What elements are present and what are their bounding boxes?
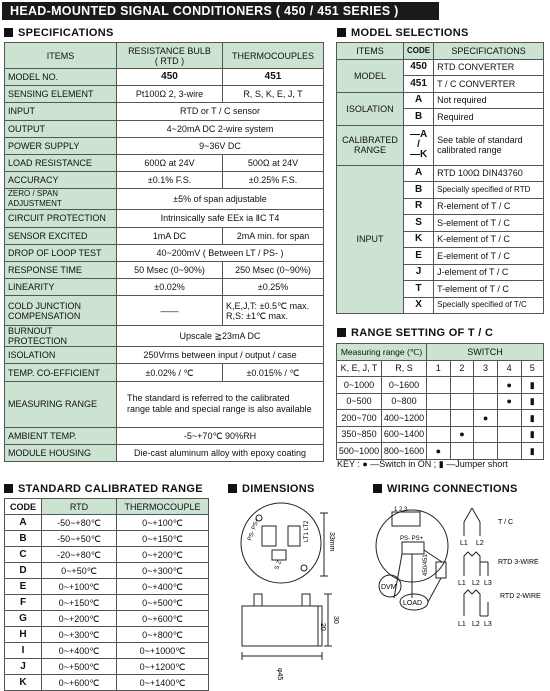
cal-code: I	[5, 643, 42, 659]
label-sz: S Z	[274, 559, 284, 571]
sel-code: R	[404, 198, 434, 215]
cal-code: F	[5, 595, 42, 611]
sel-code: E	[404, 248, 434, 265]
cal-row	[5, 675, 209, 691]
spec-label: RESPONSE TIME	[5, 261, 117, 278]
rng-mark	[427, 410, 451, 427]
label-l1: L1	[458, 621, 466, 628]
sel-code: 451	[404, 76, 434, 93]
spec-value: 2mA min. for span	[223, 227, 324, 244]
rng-mark: ●	[474, 410, 498, 427]
spec-label: OUTPUT	[5, 120, 117, 137]
sel-code: —A / —K	[404, 125, 434, 165]
label-tc: T / C	[498, 519, 514, 526]
spec-value: ±0.1% F.S.	[117, 172, 223, 189]
cal-tc: 0~+600℃	[117, 611, 209, 627]
rng-switch-number: 5	[521, 360, 544, 377]
spec-value: ——	[117, 296, 223, 326]
label-rtd3: RTD 3-WIRE	[498, 559, 539, 566]
rng-mark	[427, 393, 451, 410]
spec-value: 500Ω at 24V	[223, 154, 324, 171]
cal-header-rtd: RTD	[42, 499, 117, 515]
rng-kejt: 0~500	[337, 393, 382, 410]
label-l3: L3	[484, 580, 492, 587]
rng-mark	[450, 443, 474, 460]
sel-header-items: ITEMS	[337, 43, 404, 60]
cal-row	[5, 659, 209, 675]
cal-row	[5, 611, 209, 627]
sel-spec: RTD 100Ω DIN43760	[434, 165, 544, 182]
sel-spec: Specially specified of RTD	[434, 182, 544, 199]
page-banner: HEAD-MOUNTED SIGNAL CONDITIONERS ( 450 / 451 SERIES )	[2, 2, 439, 20]
section-title-wiring: WIRING CONNECTIONS	[373, 483, 518, 495]
section-title-specifications: SPECIFICATIONS	[4, 27, 114, 39]
sel-spec: Specially specified of T/C	[434, 297, 544, 314]
spec-value: 250 Msec (0~90%)	[223, 261, 324, 278]
cal-header-code: CODE	[5, 499, 42, 515]
cal-tc: 0~+1400℃	[117, 675, 209, 691]
rng-header-measuring: Measuring range (℃)	[337, 344, 427, 361]
spec-value: 4~20mA DC 2-wire system	[117, 120, 324, 137]
cal-code: A	[5, 515, 42, 531]
rng-mark	[474, 393, 498, 410]
spec-value: 451	[223, 69, 324, 86]
rng-header-rs: R, S	[382, 360, 427, 377]
cal-row	[5, 643, 209, 659]
label-l1: L1	[460, 540, 468, 547]
cal-header-tc: THERMOCOUPLE	[117, 499, 209, 515]
rng-kejt: 0~1000	[337, 377, 382, 394]
spec-value: ±0.015% / ℃	[223, 364, 324, 381]
rng-rs: 600~1400	[382, 426, 427, 443]
spec-header-rtd: RESISTANCE BULB ( RTD )	[117, 43, 223, 69]
cal-code: G	[5, 611, 42, 627]
spec-value: 1mA DC	[117, 227, 223, 244]
label-rtd2: RTD 2-WIRE	[500, 593, 541, 600]
dim-30: 30	[332, 616, 339, 624]
cal-rtd: -50~+80℃	[42, 515, 117, 531]
spec-value: The standard is referred to the calibrated range table and special range is also available	[117, 381, 324, 427]
cal-tc: 0~+1200℃	[117, 659, 209, 675]
sel-code: A	[404, 165, 434, 182]
spec-label: MODEL NO.	[5, 69, 117, 86]
rng-mark	[427, 426, 451, 443]
cal-row	[5, 531, 209, 547]
section-title-standard-range: STANDARD CALIBRATED RANGE	[4, 483, 203, 495]
sel-code: S	[404, 215, 434, 232]
rng-mark	[450, 377, 474, 394]
cal-row	[5, 515, 209, 531]
rng-rs: 400~1200	[382, 410, 427, 427]
spec-label: ACCURACY	[5, 172, 117, 189]
cal-row	[5, 627, 209, 643]
sel-spec: S-element of T / C	[434, 215, 544, 232]
terminal-block	[288, 526, 300, 546]
spec-value: RTD or T / C sensor	[117, 103, 324, 120]
rng-mark	[450, 410, 474, 427]
label-l3: L3	[484, 621, 492, 628]
rng-mark: ●	[450, 426, 474, 443]
rng-mark: ●	[427, 443, 451, 460]
cal-tc: 0~+400℃	[117, 579, 209, 595]
cal-rtd: 0~+50℃	[42, 563, 117, 579]
rng-switch-number: 2	[450, 360, 474, 377]
rng-switch-number: 4	[497, 360, 521, 377]
sel-spec: K-element of T / C	[434, 231, 544, 248]
sel-spec: Required	[434, 109, 544, 126]
rng-rs: 800~1600	[382, 443, 427, 460]
sel-item-model: MODEL	[337, 59, 404, 92]
spec-value: R, S, K, E, J, T	[223, 86, 324, 103]
rng-mark: ●	[497, 393, 521, 410]
spec-label: AMBIENT TEMP.	[5, 427, 117, 444]
rng-mark	[497, 443, 521, 460]
sel-spec: T / C CONVERTER	[434, 76, 544, 93]
section-title-dimensions: DIMENSIONS	[228, 483, 315, 495]
label-l2: L2	[472, 580, 480, 587]
sel-code: B	[404, 182, 434, 199]
cal-code: H	[5, 627, 42, 643]
rng-switch-number: 1	[427, 360, 451, 377]
wiring-diagram	[372, 498, 548, 684]
cal-row	[5, 547, 209, 563]
rng-row	[337, 393, 544, 410]
spec-value: K,E,J,T: ±0.5℃ max. R,S: ±1℃ max.	[223, 296, 324, 326]
label-l1: L1	[458, 580, 466, 587]
spec-value: Upscale ≧23mA DC	[117, 326, 324, 347]
label-model: 450/451	[423, 554, 429, 576]
sel-spec: J-element of T / C	[434, 264, 544, 281]
rng-row	[337, 410, 544, 427]
sel-spec: T-element of T / C	[434, 281, 544, 298]
sel-spec: RTD CONVERTER	[434, 59, 544, 76]
spec-value: 50 Msec (0~90%)	[117, 261, 223, 278]
spec-label: ISOLATION	[5, 347, 117, 364]
sel-code: T	[404, 281, 434, 298]
rng-mark: ▮	[521, 377, 544, 394]
dim-33mm: 33mm	[328, 532, 335, 552]
spec-label: SENSOR EXCITED	[5, 227, 117, 244]
sel-code: J	[404, 264, 434, 281]
rng-rs: 0~1600	[382, 377, 427, 394]
spec-header-tc: THERMOCOUPLES	[223, 43, 324, 69]
rng-mark	[474, 443, 498, 460]
spec-value: 450	[117, 69, 223, 86]
rng-kejt: 200~700	[337, 410, 382, 427]
cal-tc: 0~+500℃	[117, 595, 209, 611]
spec-label: SENSING ELEMENT	[5, 86, 117, 103]
cal-code: B	[5, 531, 42, 547]
cal-tc: 0~+1000℃	[117, 643, 209, 659]
rng-mark: ▮	[521, 393, 544, 410]
terminal-post	[254, 594, 262, 606]
terminal-block	[262, 526, 276, 546]
label-lt: LT1 LT2	[304, 520, 310, 542]
spec-label: MODULE HOUSING	[5, 444, 117, 461]
terminal-post	[302, 594, 310, 606]
sel-code: 450	[404, 59, 434, 76]
spec-value: Intrinsically safe EEx ia ⅡC T4	[117, 210, 324, 227]
rng-mark	[497, 410, 521, 427]
sel-code: K	[404, 231, 434, 248]
rng-switch-number: 3	[474, 360, 498, 377]
sel-header-code: CODE	[404, 43, 434, 60]
cal-row	[5, 579, 209, 595]
dimensions-drawing	[226, 498, 364, 684]
sel-item-calibrated-range: CALIBRATED RANGE	[337, 125, 404, 165]
rng-row	[337, 426, 544, 443]
range-setting-table	[336, 343, 544, 460]
rng-mark	[474, 377, 498, 394]
rng-mark	[497, 426, 521, 443]
output-terminals	[402, 542, 424, 554]
spec-label: MEASURING RANGE	[5, 381, 117, 427]
cal-rtd: 0~+400℃	[42, 643, 117, 659]
spec-label: CIRCUIT PROTECTION	[5, 210, 117, 227]
cal-row	[5, 595, 209, 611]
label-l2: L2	[476, 540, 484, 547]
label-dvm: DVM	[381, 584, 397, 591]
dim-20: 20	[319, 623, 326, 631]
model-selections-table	[336, 42, 544, 314]
spec-value: 250Vrms between input / output / case	[117, 347, 324, 364]
cal-tc: 0~+200℃	[117, 547, 209, 563]
cal-code: K	[5, 675, 42, 691]
cal-rtd: 0~+150℃	[42, 595, 117, 611]
cal-rtd: 0~+500℃	[42, 659, 117, 675]
spec-label: BURNOUT PROTECTION	[5, 326, 117, 347]
spec-value: 600Ω at 24V	[117, 154, 223, 171]
section-title-range-setting: RANGE SETTING OF T / C	[337, 327, 493, 339]
cal-tc: 0~+300℃	[117, 563, 209, 579]
cal-rtd: 0~+200℃	[42, 611, 117, 627]
rng-header-switch: SWITCH	[427, 344, 544, 361]
rng-mark	[450, 393, 474, 410]
cal-code: C	[5, 547, 42, 563]
power-supply	[436, 562, 446, 578]
mounting-hole	[301, 565, 307, 571]
rng-mark: ▮	[521, 410, 544, 427]
spec-label: TEMP. CO-EFFICIENT	[5, 364, 117, 381]
specifications-table	[4, 42, 324, 462]
spec-label: POWER SUPPLY	[5, 137, 117, 154]
sel-header-spec: SPECIFICATIONS	[434, 43, 544, 60]
spec-label: LOAD RESISTANCE	[5, 154, 117, 171]
spec-label: COLD JUNCTION COMPENSATION	[5, 296, 117, 326]
cal-code: E	[5, 579, 42, 595]
sel-spec: See table of standard calibrated range	[434, 125, 544, 165]
sel-item-input: INPUT	[337, 165, 404, 314]
label-l2: L2	[472, 621, 480, 628]
sel-item-isolation: ISOLATION	[337, 92, 404, 125]
rng-mark	[427, 377, 451, 394]
cal-rtd: 0~+600℃	[42, 675, 117, 691]
spec-value: ±5% of span adjustable	[117, 189, 324, 210]
spec-value: 40~200mV ( Between LT / PS- )	[117, 244, 324, 261]
dim-45: φ45	[276, 668, 283, 681]
potentiometer	[272, 550, 286, 560]
spec-header-items: ITEMS	[5, 43, 117, 69]
rtd3-symbol	[464, 552, 480, 562]
terminal-numbers: 1 2 3	[394, 507, 408, 513]
cal-tc: 0~+100℃	[117, 515, 209, 531]
tc-symbol	[464, 508, 472, 522]
cal-tc: 0~+150℃	[117, 531, 209, 547]
rng-row	[337, 377, 544, 394]
spec-label: INPUT	[5, 103, 117, 120]
rng-kejt: 350~850	[337, 426, 382, 443]
spec-value: ±0.02%	[117, 279, 223, 296]
section-title-model-selections: MODEL SELECTIONS	[337, 27, 469, 39]
sel-spec: R-element of T / C	[434, 198, 544, 215]
cal-row	[5, 563, 209, 579]
spec-value: -5~+70℃ 90%RH	[117, 427, 324, 444]
spec-value: Die-cast aluminum alloy with epoxy coating	[117, 444, 324, 461]
label-ps: PS- PS+	[400, 536, 424, 542]
rng-mark: ▮	[521, 443, 544, 460]
sel-spec: E-element of T / C	[434, 248, 544, 265]
cal-tc: 0~+800℃	[117, 627, 209, 643]
spec-value: 9~36V DC	[117, 137, 324, 154]
module-side-body	[242, 606, 322, 646]
sel-code: X	[404, 297, 434, 314]
cal-rtd: -50~+50℃	[42, 531, 117, 547]
spec-label: ZERO / SPAN ADJUSTMENT	[5, 189, 117, 210]
spec-value: Pt100Ω 2, 3-wire	[117, 86, 223, 103]
module-outline-circle	[241, 503, 321, 583]
label-load: LOAD	[403, 600, 423, 607]
cal-rtd: 0~+100℃	[42, 579, 117, 595]
sel-code: B	[404, 109, 434, 126]
sel-code: A	[404, 92, 434, 109]
rng-mark: ▮	[521, 426, 544, 443]
rng-mark: ●	[497, 377, 521, 394]
sel-spec: Not required	[434, 92, 544, 109]
cal-code: J	[5, 659, 42, 675]
spec-value: ±0.02% / ℃	[117, 364, 223, 381]
cal-rtd: 0~+300℃	[42, 627, 117, 643]
label-pins-top: PS- PS+	[247, 517, 261, 542]
spec-value: ±0.25% F.S.	[223, 172, 324, 189]
rng-row	[337, 443, 544, 460]
rng-header-kejt: K, E, J, T	[337, 360, 382, 377]
spec-label: LINEARITY	[5, 279, 117, 296]
spec-value: ±0.25%	[223, 279, 324, 296]
standard-range-table	[4, 498, 209, 691]
rng-kejt: 500~1000	[337, 443, 382, 460]
range-key: KEY : ● —Switch in ON ; ▮ —Jumper short	[337, 459, 508, 469]
rng-rs: 0~800	[382, 393, 427, 410]
cal-rtd: -20~+80℃	[42, 547, 117, 563]
cal-code: D	[5, 563, 42, 579]
rtd2-symbol	[464, 590, 480, 602]
rng-mark	[474, 426, 498, 443]
spec-label: DROP OF LOOP TEST	[5, 244, 117, 261]
